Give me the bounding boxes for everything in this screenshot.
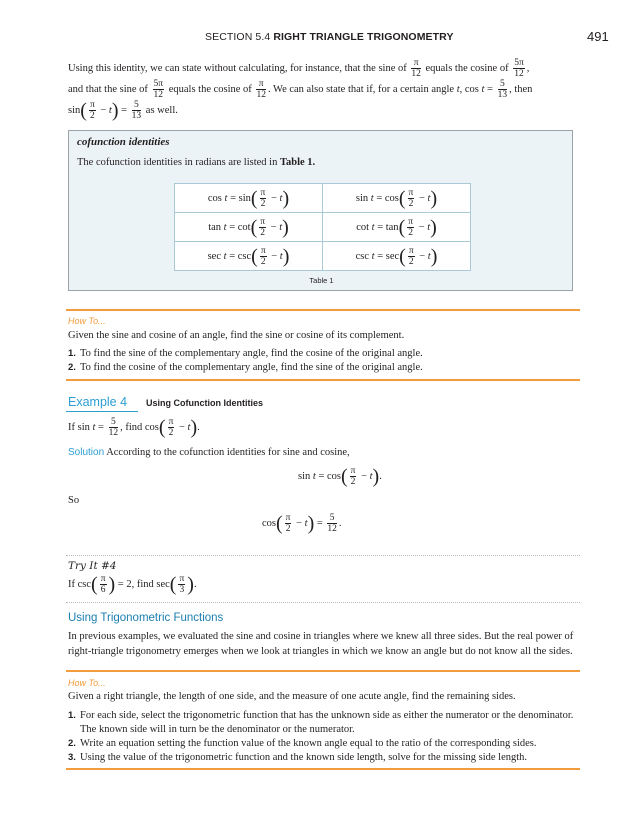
howto-step: 1. To find the sine of the complementary angle, find the cosine of the original angle. [68,348,423,359]
howto-top-rule [66,670,580,672]
tryit-top-divider [66,555,580,556]
fraction: $\frac{5\pi}{12}$ [514,58,524,79]
howto-label: How To... [68,678,106,688]
table-row [175,184,471,213]
table-cell: csc t = sec( $\frac{\pi}{2}$ − t) [323,242,471,271]
fraction: $\frac{\pi}{12}$ [411,58,421,79]
intro-paragraph [68,58,588,121]
intro-line-3: sin( $\frac{\pi}{2}$ − t) = $\frac{5}{13}$ as well. [68,99,178,122]
section-para-line: right-triangle trigonometry emerges when we look at triangles in which we know an angle but do not know all the sides. [68,646,573,657]
howto-intro: Given the sine and cosine of an angle, find the sine or cosine of its complement. [68,330,405,341]
example-label: Example 4 [68,395,128,409]
example-underline [66,411,138,412]
table-cell: sin t = cos( $\frac{\pi}{2}$ − t) [323,184,471,213]
equation-1: sin t = cos( $\frac{\pi}{2}$ − t). [298,465,382,488]
howto-step-continuation: The known side will in turn be the denominator or the numerator. [80,724,355,735]
section-heading: Using Trigonometric Functions [68,612,224,624]
page-number: 491 [587,29,609,44]
tryit-problem: If csc( $\frac{\pi}{6}$ ) = 2, find sec( $\frac{\pi}{3}$ ). [68,573,197,596]
howto-step: 2. To find the cosine of the complementary angle, find the sine of the original angle. [68,362,423,373]
howto-step: 3. Using the value of the trigonometric function and the known side length, solve for the missing side length. [68,752,528,763]
table-row [175,242,471,271]
equation-2: cos( $\frac{\pi}{2}$ − t) = $\frac{5}{12}$ . [262,512,342,535]
box-description: The cofunction identities in radians are listed in Table 1. [77,157,316,168]
howto-step: 1. For each side, select the trigonometric function that has the unknown side as either the numerator or the denominator. [68,710,574,721]
intro-line-2: and that the sine of $\frac{5\pi}{12}$ equals the cosine of $\frac{\pi}{12}$ . We can also state that if, for a certain angle t, cos t = $\frac{5}{13}$ , then [68,79,533,100]
fraction: $\frac{5\pi}{12}$ [153,79,164,100]
solution-line: Solution According to the cofunction identities for sine and cosine, [68,447,350,458]
intro-line-1: Using this identity, we can state without calculating, for instance, that the sine of $\frac{\pi}{12}$ equals the cosine of $\frac{5\pi}{12}$ , [68,58,530,79]
example-title: Using Cofunction Identities [146,398,263,408]
howto-bottom-rule [66,768,580,770]
table-cell: cot t = tan( $\frac{\pi}{2}$ − t) [323,213,471,242]
example-problem: If sin t = $\frac{5}{12}$ , find cos( $\frac{\pi}{2}$ − t). [68,416,200,439]
howto-intro: Given a right triangle, the length of one side, and the measure of one acute angle, find the remaining sides. [68,691,516,702]
tryit-bottom-divider [66,602,580,603]
table-cell: tan t = cot( $\frac{\pi}{2}$ − t) [175,213,323,242]
howto-top-rule [66,309,580,311]
howto-step: 2. Write an equation setting the function value of the known angle equal to the ratio of the corresponding sides. [68,738,537,749]
fraction: $\frac{\pi}{12}$ [256,79,266,100]
section-para-line: In previous examples, we evaluated the sine and cosine in triangles where we knew all three sides. But the real power of [68,631,574,642]
box-title: cofunction identities [77,136,170,148]
section-label: SECTION 5.4 [205,31,271,43]
identities-table [174,183,471,271]
cofunction-identities-box [68,130,573,291]
fraction: $\frac{5}{13}$ [497,79,508,100]
so-text: So [68,495,80,506]
table-cell: sec t = csc( $\frac{\pi}{2}$ − t) [175,242,323,271]
howto-bottom-rule [66,379,580,381]
running-header [205,31,454,43]
table-caption: Table 1 [309,276,334,285]
table-row [175,213,471,242]
tryit-label: Try It #4 [68,560,117,572]
section-title: RIGHT TRIANGLE TRIGONOMETRY [273,31,454,43]
howto-label: How To... [68,316,106,326]
table-cell: cos t = sin( $\frac{\pi}{2}$ − t) [175,184,323,213]
solution-label: Solution [68,447,105,458]
fraction: $\frac{5}{13}$ [131,100,142,121]
